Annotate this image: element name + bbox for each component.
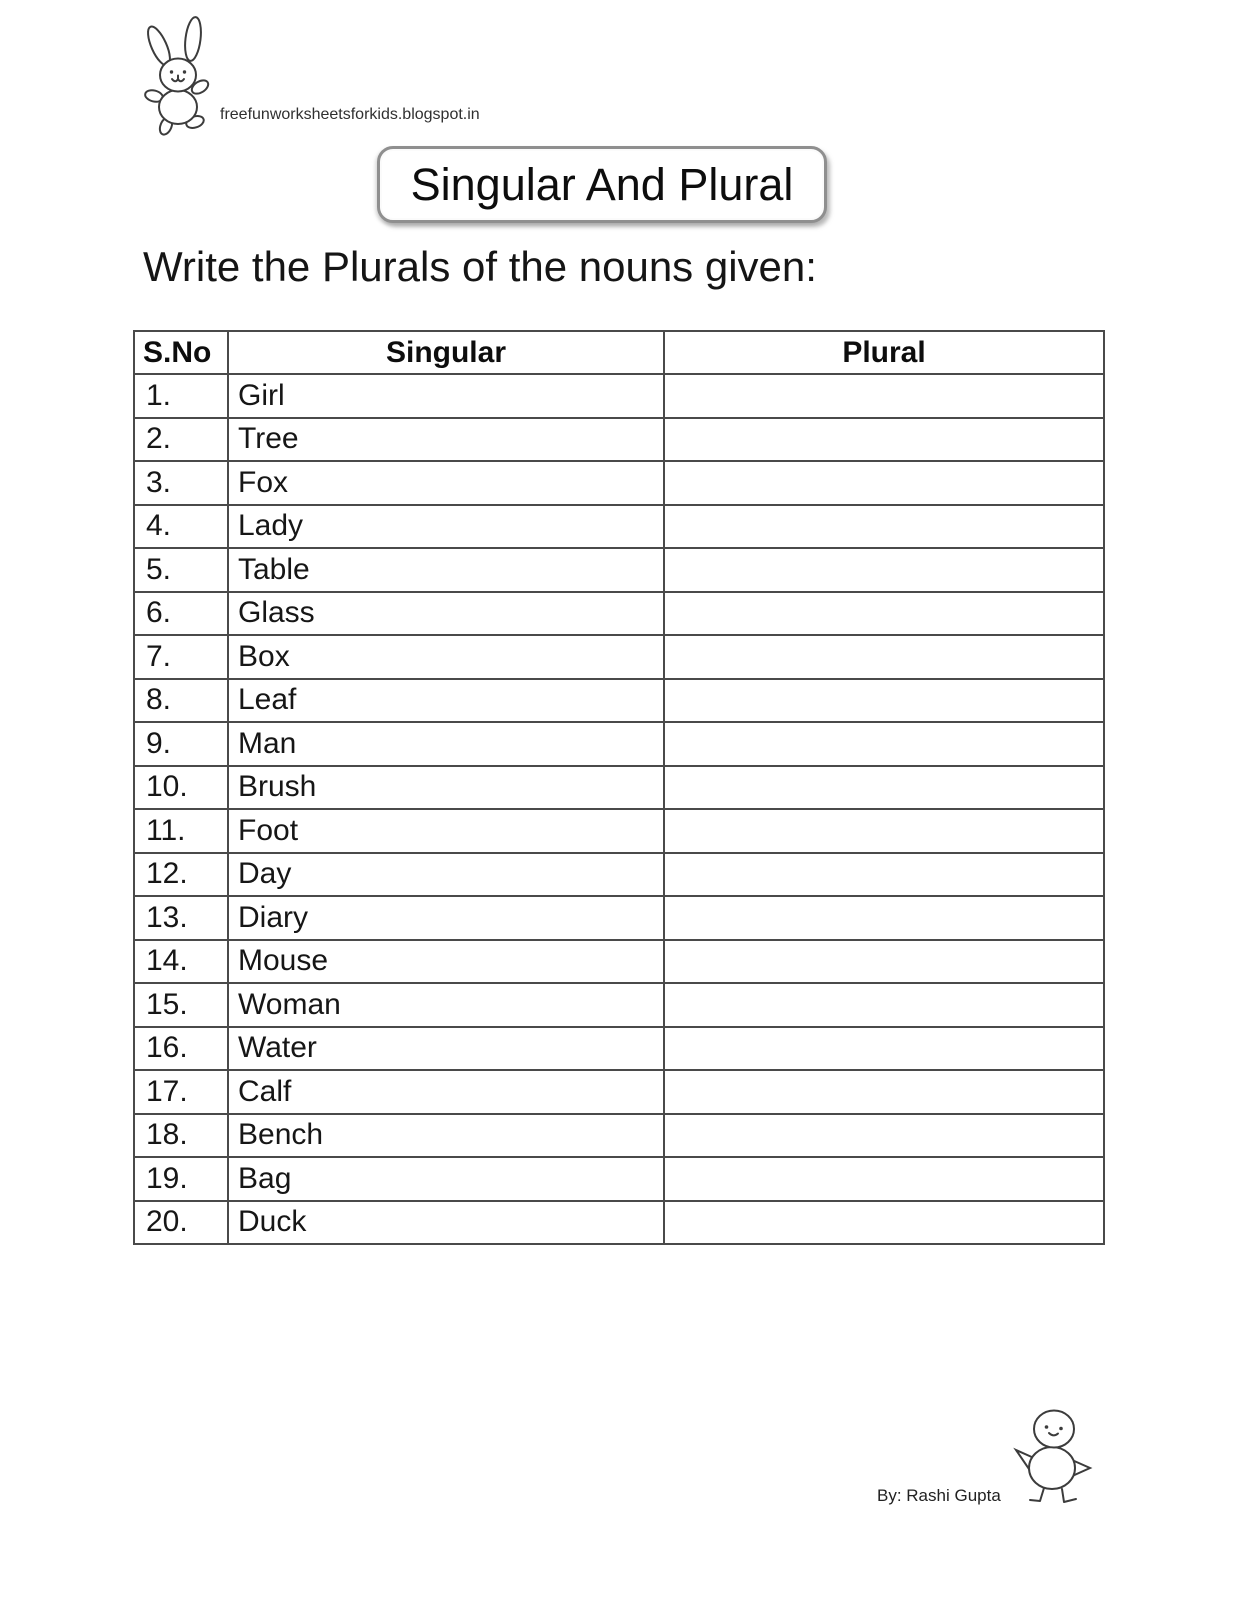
table-row — [134, 1070, 1104, 1114]
instruction-text: Write the Plurals of the nouns given: — [143, 243, 817, 290]
sno-cell: 13. — [134, 896, 228, 940]
table-row — [134, 896, 1104, 940]
page-title: Singular And Plural — [410, 158, 794, 210]
bunny-doodle-icon — [140, 16, 222, 141]
plural-answer-cell[interactable] — [664, 1027, 1104, 1071]
plural-answer-cell[interactable] — [664, 940, 1104, 984]
sno-cell: 10. — [134, 766, 228, 810]
sno-cell: 19. — [134, 1157, 228, 1201]
singular-cell: Box — [228, 635, 664, 679]
singular-cell: Water — [228, 1027, 664, 1071]
sno-cell: 4. — [134, 505, 228, 549]
sno-cell: 11. — [134, 809, 228, 853]
plural-answer-cell[interactable] — [664, 505, 1104, 549]
singular-cell: Foot — [228, 809, 664, 853]
table-row — [134, 809, 1104, 853]
header-plural: Plural — [664, 331, 1104, 374]
table-row — [134, 940, 1104, 984]
singular-cell: Woman — [228, 983, 664, 1027]
singular-cell: Lady — [228, 505, 664, 549]
sno-cell: 17. — [134, 1070, 228, 1114]
plural-answer-cell[interactable] — [664, 722, 1104, 766]
table-row — [134, 679, 1104, 723]
header-sno: S.No — [134, 331, 228, 374]
plural-answer-cell[interactable] — [664, 679, 1104, 723]
singular-cell: Tree — [228, 418, 664, 462]
plural-answer-cell[interactable] — [664, 635, 1104, 679]
plural-answer-cell[interactable] — [664, 418, 1104, 462]
singular-cell: Bag — [228, 1157, 664, 1201]
plural-answer-cell[interactable] — [664, 461, 1104, 505]
table-row — [134, 505, 1104, 549]
table-row — [134, 548, 1104, 592]
header-singular: Singular — [228, 331, 664, 374]
sno-cell: 1. — [134, 374, 228, 418]
singular-cell: Duck — [228, 1201, 664, 1245]
plural-answer-cell[interactable] — [664, 766, 1104, 810]
sno-cell: 18. — [134, 1114, 228, 1158]
table-row — [134, 766, 1104, 810]
plural-answer-cell[interactable] — [664, 592, 1104, 636]
singular-cell: Glass — [228, 592, 664, 636]
singular-cell: Mouse — [228, 940, 664, 984]
singular-cell: Leaf — [228, 679, 664, 723]
plural-answer-cell[interactable] — [664, 1070, 1104, 1114]
plural-answer-cell[interactable] — [664, 1114, 1104, 1158]
sno-cell: 6. — [134, 592, 228, 636]
sno-cell: 3. — [134, 461, 228, 505]
singular-cell: Brush — [228, 766, 664, 810]
plural-answer-cell[interactable] — [664, 1157, 1104, 1201]
sno-cell: 12. — [134, 853, 228, 897]
singular-plural-table — [133, 330, 1105, 1245]
site-url: freefunworksheetsforkids.blogspot.in — [220, 106, 480, 123]
singular-cell: Man — [228, 722, 664, 766]
singular-cell: Calf — [228, 1070, 664, 1114]
singular-cell: Fox — [228, 461, 664, 505]
table-row — [134, 983, 1104, 1027]
sno-cell: 14. — [134, 940, 228, 984]
chick-doodle-icon — [1006, 1406, 1096, 1513]
singular-cell: Bench — [228, 1114, 664, 1158]
table-row — [134, 374, 1104, 418]
singular-cell: Girl — [228, 374, 664, 418]
table-header-row — [134, 331, 1104, 374]
table-row — [134, 853, 1104, 897]
sno-cell: 7. — [134, 635, 228, 679]
author-credit: By: Rashi Gupta — [877, 1486, 1001, 1505]
table-row — [134, 592, 1104, 636]
sno-cell: 2. — [134, 418, 228, 462]
table-row — [134, 461, 1104, 505]
plural-answer-cell[interactable] — [664, 374, 1104, 418]
plural-answer-cell[interactable] — [664, 853, 1104, 897]
sno-cell: 20. — [134, 1201, 228, 1245]
table-row — [134, 722, 1104, 766]
sno-cell: 8. — [134, 679, 228, 723]
table-row — [134, 1201, 1104, 1245]
plural-answer-cell[interactable] — [664, 548, 1104, 592]
table-row — [134, 1157, 1104, 1201]
plural-answer-cell[interactable] — [664, 1201, 1104, 1245]
sno-cell: 15. — [134, 983, 228, 1027]
singular-cell: Table — [228, 548, 664, 592]
sno-cell: 5. — [134, 548, 228, 592]
worksheet-table-body — [134, 374, 1104, 1244]
table-row — [134, 1027, 1104, 1071]
table-row — [134, 1114, 1104, 1158]
table-row — [134, 418, 1104, 462]
singular-cell: Diary — [228, 896, 664, 940]
sno-cell: 16. — [134, 1027, 228, 1071]
sno-cell: 9. — [134, 722, 228, 766]
plural-answer-cell[interactable] — [664, 983, 1104, 1027]
singular-cell: Day — [228, 853, 664, 897]
plural-answer-cell[interactable] — [664, 809, 1104, 853]
worksheet-title-box — [377, 146, 827, 223]
table-row — [134, 635, 1104, 679]
plural-answer-cell[interactable] — [664, 896, 1104, 940]
